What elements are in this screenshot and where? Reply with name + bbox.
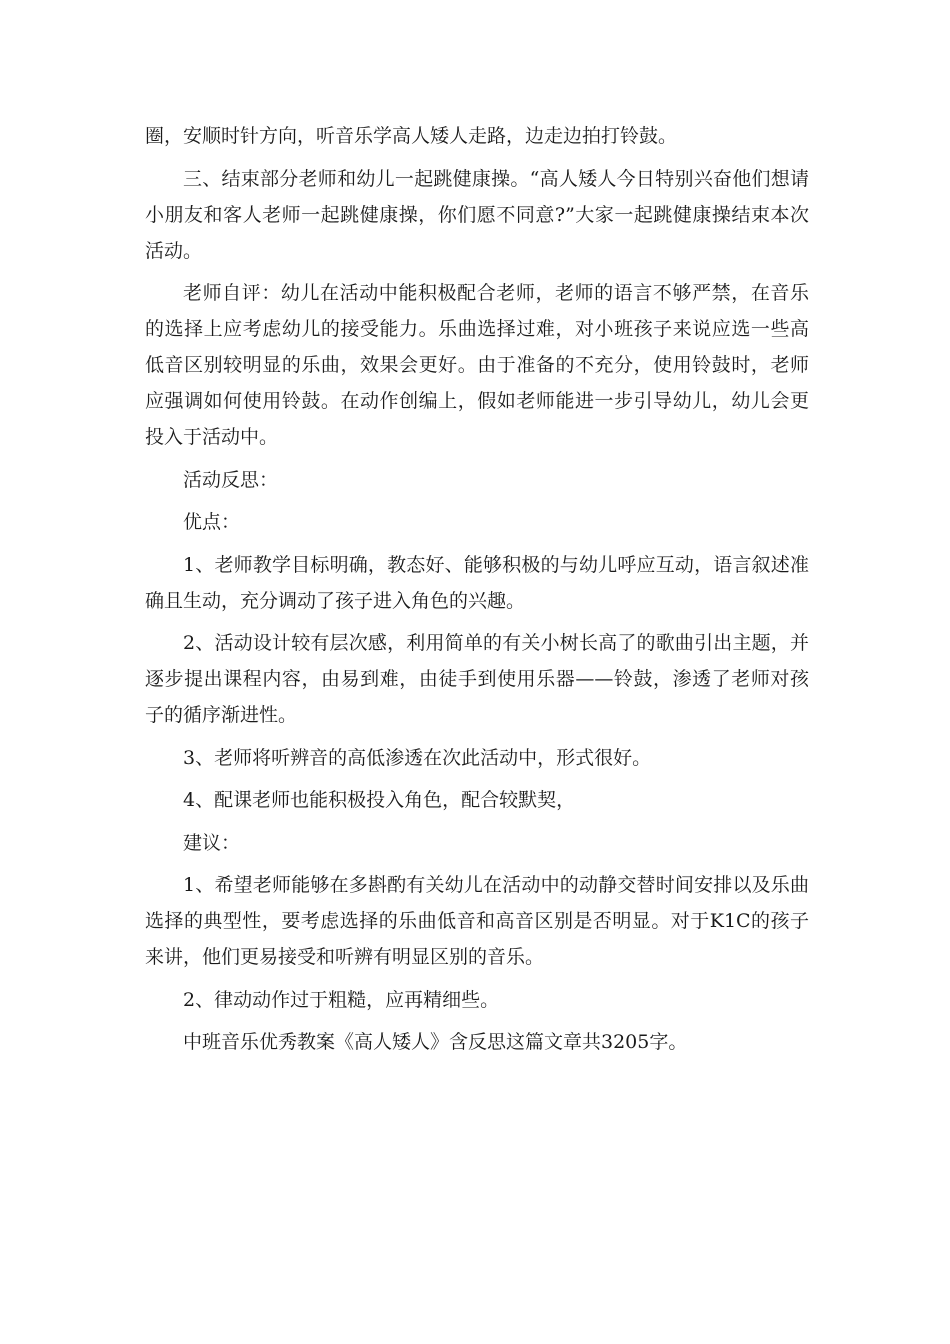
paragraph-11: 1、希望老师能够在多斟酌有关幼儿在活动中的动静交替时间安排以及乐曲选择的典型性，要考虑选择的乐曲低音和高音区别是否明显。对于K1C的孩子来讲，他们更易接受和听辨有明显区别的音乐。 <box>145 874 809 968</box>
paragraph-6: 1、老师教学目标明确，教态好、能够积极的与幼儿呼应互动，语言叙述准确且生动，充分调动了孩子进入角色的兴趣。 <box>145 553 809 612</box>
paragraph-10: 建议： <box>183 831 241 854</box>
paragraph-4: 活动反思： <box>183 468 279 491</box>
paragraph-9: 4、配课老师也能积极投入角色，配合较默契， <box>183 789 576 811</box>
paragraph-7: 2、活动设计较有层次感，利用简单的有关小树长高了的歌曲引出主题，并逐步提出课程内容，由易到难，由徒手到使用乐器——铃鼓，渗透了老师对孩子的循序渐进性。 <box>145 632 809 726</box>
paragraph-3: 老师自评：幼儿在活动中能积极配合老师，老师的语言不够严禁，在音乐的选择上应考虑幼儿的接受能力。乐曲选择过难，对小班孩子来说应选一些高低音区别较明显的乐曲，效果会更好。由于准备的不充分，使用铃鼓时，老师应强调如何使用铃鼓。在动作创编上，假如老师能进一步引导幼儿，幼儿会更投入于活动中。 <box>145 282 809 448</box>
paragraph-5: 优点： <box>183 511 241 533</box>
paragraph-13: 中班音乐优秀教案《高人矮人》含反思这篇文章共3205字。 <box>183 1031 688 1053</box>
paragraph-12: 2、律动动作过于粗糙，应再精细些。 <box>183 988 500 1011</box>
paragraph-2: 三、结束部分老师和幼儿一起跳健康操。“高人矮人今日特别兴奋他们想请小朋友和客人老师一起跳健康操，你们愿不同意?”大家一起跳健康操结束本次活动。 <box>145 167 809 262</box>
document-page <box>145 118 809 1067</box>
paragraph-1: 圈，安顺时针方向，听音乐学高人矮人走路，边走边拍打铃鼓。 <box>145 125 678 147</box>
paragraph-8: 3、老师将听辨音的高低渗透在次此活动中，形式很好。 <box>183 746 652 769</box>
